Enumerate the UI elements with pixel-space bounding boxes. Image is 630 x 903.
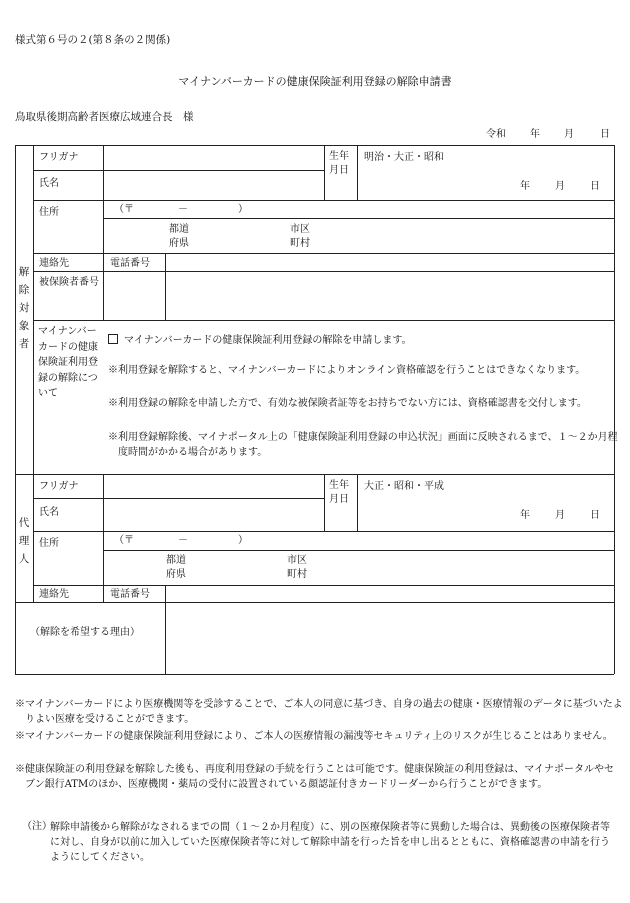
agent-birth-year: 年	[520, 510, 530, 521]
caution-text: 解除申請後から解除がなされるまでの間（１～２か月程度）に、別の医療保険者等に異動した場合は、異動後の医療保険者等に対し、自身が以前に加入していた医療保険者等に対して解除申請を行った旨を申し出るとともに、資格確認書の申請を行うようにしてください。	[50, 822, 610, 863]
agent-contact-label: 連絡先	[39, 589, 69, 600]
target-furigana-label: フリガナ	[39, 152, 79, 163]
date-era: 令和	[486, 129, 506, 140]
target-note-3: ※利用登録解除後、マイナポータル上の「健康保険証利用登録の申込状況」画面に反映されるまで、１～２か月程度時間がかかる場合があります。	[108, 432, 618, 458]
caution-prefix: （注）	[22, 821, 52, 832]
target-address-label: 住所	[39, 207, 59, 218]
cancel-request-text: マイナンバーカードの健康保険証利用登録の解除を申請します。	[124, 335, 412, 346]
cancel-request-checkbox[interactable]	[108, 334, 118, 344]
agent-section-label: 代理人	[18, 517, 30, 565]
form-number: 様式第６号の２(第８条の２関係)	[15, 34, 171, 46]
agent-pref-line1: 都道	[166, 555, 186, 566]
target-section-label: 解除対象者	[18, 266, 30, 350]
agent-postal-dash: －	[178, 535, 188, 546]
target-note-1: ※利用登録を解除すると、マイナンバーカードによりオンライン資格確認を行うことはできなくなります。	[108, 365, 586, 376]
target-city-line1: 市区	[290, 224, 310, 235]
agent-postal-close: ）	[238, 535, 248, 546]
agent-city-line2: 町村	[287, 569, 307, 580]
agent-name-label: 氏名	[39, 507, 59, 518]
target-pref-line2: 府県	[169, 238, 189, 249]
target-postal-mark: （〒	[114, 204, 134, 215]
agent-pref-line2: 府県	[166, 569, 186, 580]
insured-number-label: 被保険者番号	[39, 277, 99, 288]
date-year: 年	[530, 129, 540, 140]
target-birth-year: 年	[520, 181, 530, 192]
footer-note-3: ※健康保険証の利用登録を解除した後も、再度利用登録の手続を行うことは可能です。健康保険証の利用登録は、マイナポータルやセブン銀行ATMのほか、医療機関・薬局の受付に設置されている顔認証付きカードリーダーから行うことができます。	[15, 764, 614, 790]
target-birth-month: 月	[555, 181, 565, 192]
agent-address-label: 住所	[39, 538, 59, 549]
footer-note-1: ※マイナンバーカードにより医療機関等を受診することで、ご本人の同意に基づき、自身の過去の健康・医療情報のデータに基づいたよりよい医療を受けることができます。	[15, 699, 623, 725]
date-day: 日	[600, 129, 610, 140]
cancel-registration-label: マイナンバーカードの健康保険証利用登録の解除について	[38, 326, 98, 399]
agent-phone-label: 電話番号	[110, 589, 150, 600]
target-birth-label: 生年月日	[329, 151, 349, 176]
target-postal-dash: －	[178, 204, 188, 215]
agent-postal-mark: （〒	[114, 535, 134, 546]
agent-city-line1: 市区	[287, 555, 307, 566]
agent-birth-month: 月	[555, 510, 565, 521]
agent-birth-eras: 大正・昭和・平成	[364, 481, 444, 492]
target-birth-day: 日	[590, 181, 600, 192]
target-birth-eras: 明治・大正・昭和	[364, 152, 444, 163]
target-city-line2: 町村	[290, 238, 310, 249]
reason-label: （解除を希望する理由）	[30, 627, 140, 638]
target-name-label: 氏名	[39, 178, 59, 189]
page-title: マイナンバーカードの健康保険証利用登録の解除申請書	[178, 75, 452, 88]
target-phone-label: 電話番号	[110, 258, 150, 269]
agent-birth-label: 生年月日	[329, 480, 349, 505]
target-postal-close: ）	[238, 204, 248, 215]
agent-birth-day: 日	[590, 510, 600, 521]
target-note-2: ※利用登録の解除を申請した方で、有効な被保険者証等をお持ちでない方には、資格確認書を交付します。	[108, 398, 587, 409]
cancel-request-row[interactable]	[108, 334, 412, 347]
addressee: 鳥取県後期高齢者医療広域連合長 様	[15, 111, 194, 123]
date-month: 月	[564, 129, 574, 140]
target-contact-label: 連絡先	[39, 258, 69, 269]
agent-furigana-label: フリガナ	[39, 481, 79, 492]
target-pref-line1: 都道	[169, 224, 189, 235]
footer-note-2: ※マイナンバーカードの健康保険証利用登録により、ご本人の医療情報の漏洩等セキュリティ上のリスクが生じることはありません。	[15, 731, 613, 742]
